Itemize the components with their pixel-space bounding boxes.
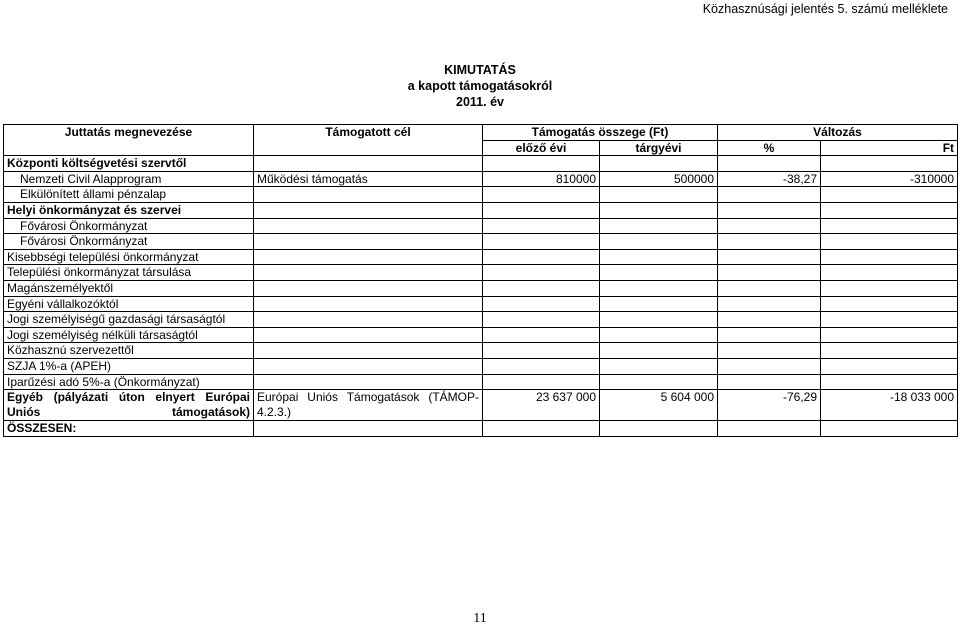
cell-cel	[254, 234, 483, 250]
support-table	[3, 124, 958, 437]
total-ft	[821, 421, 958, 437]
cell-name: Központi költségvetési szervtől	[4, 156, 254, 172]
cell-cur	[600, 280, 718, 296]
cell-name: Fővárosi Önkormányzat	[4, 234, 254, 250]
cell-ft	[821, 202, 958, 218]
title-line-1: KIMUTATÁS	[444, 63, 516, 77]
table-row	[4, 265, 958, 281]
cell-pct	[718, 249, 821, 265]
header-pct: %	[718, 140, 821, 156]
total-prev	[483, 421, 600, 437]
cell-name: Iparűzési adó 5%-a (Önkormányzat)	[4, 374, 254, 390]
cell-pct	[718, 202, 821, 218]
header-amount: Támogatás összege (Ft)	[483, 125, 718, 141]
cell-ft	[821, 280, 958, 296]
table-row	[4, 296, 958, 312]
cell-cur	[600, 218, 718, 234]
cell-cel	[254, 202, 483, 218]
table-row	[4, 280, 958, 296]
cell-cur	[600, 156, 718, 172]
eu-row-cur: 5 604 000	[600, 390, 718, 421]
report-title	[0, 62, 960, 110]
cell-name: Jogi személyiség nélküli társaságtól	[4, 327, 254, 343]
cell-ft	[821, 327, 958, 343]
title-line-3: 2011. év	[456, 95, 504, 109]
cell-cel	[254, 343, 483, 359]
cell-pct	[718, 218, 821, 234]
cell-pct	[718, 374, 821, 390]
cell-cur	[600, 202, 718, 218]
cell-name: Helyi önkormányzat és szervei	[4, 202, 254, 218]
eu-row-name: Egyéb (pályázati úton elnyert Európai Uniós támogatások)	[4, 390, 254, 421]
cell-cel	[254, 374, 483, 390]
eu-row-pct: -76,29	[718, 390, 821, 421]
cell-cur	[600, 312, 718, 328]
cell-prev	[483, 312, 600, 328]
cell-cel	[254, 265, 483, 281]
header-cur: tárgyévi	[600, 140, 718, 156]
header-prev: előző évi	[483, 140, 600, 156]
eu-row-prev: 23 637 000	[483, 390, 600, 421]
cell-cur	[600, 187, 718, 203]
cell-prev	[483, 187, 600, 203]
cell-name: Kisebbségi települési önkormányzat	[4, 249, 254, 265]
page-header-note: Közhasznúsági jelentés 5. számú melléklete	[702, 2, 948, 16]
cell-prev	[483, 374, 600, 390]
table-row	[4, 358, 958, 374]
total-pct	[718, 421, 821, 437]
cell-pct	[718, 327, 821, 343]
cell-ft	[821, 358, 958, 374]
cell-prev	[483, 265, 600, 281]
page-number: 11	[473, 611, 487, 626]
cell-prev	[483, 249, 600, 265]
cell-prev: 810000	[483, 171, 600, 187]
cell-pct	[718, 343, 821, 359]
cell-name: Települési önkormányzat társulása	[4, 265, 254, 281]
cell-prev	[483, 234, 600, 250]
total-label: ÖSSZESEN:	[4, 421, 254, 437]
table-row	[4, 343, 958, 359]
title-line-2: a kapott támogatásokról	[407, 79, 553, 93]
cell-name: Fővárosi Önkormányzat	[4, 218, 254, 234]
header-cel: Támogatott cél	[254, 125, 483, 156]
total-row	[4, 421, 958, 437]
cell-prev	[483, 156, 600, 172]
cell-cel	[254, 156, 483, 172]
cell-pct	[718, 280, 821, 296]
table-row	[4, 249, 958, 265]
total-cel	[254, 421, 483, 437]
cell-pct	[718, 296, 821, 312]
cell-ft	[821, 187, 958, 203]
cell-cel	[254, 312, 483, 328]
cell-prev	[483, 218, 600, 234]
cell-pct	[718, 358, 821, 374]
cell-ft	[821, 249, 958, 265]
header-row-1	[4, 125, 958, 141]
cell-ft	[821, 265, 958, 281]
cell-cel	[254, 187, 483, 203]
cell-name: Elkülönített állami pénzalap	[4, 187, 254, 203]
eu-row	[4, 390, 958, 421]
cell-prev	[483, 202, 600, 218]
cell-pct	[718, 156, 821, 172]
cell-cur	[600, 249, 718, 265]
cell-cel	[254, 327, 483, 343]
cell-ft	[821, 234, 958, 250]
cell-pct	[718, 265, 821, 281]
cell-cel	[254, 280, 483, 296]
cell-cur	[600, 234, 718, 250]
header-ft: Ft	[821, 140, 958, 156]
header-name: Juttatás megnevezése	[4, 125, 254, 156]
cell-ft	[821, 312, 958, 328]
eu-row-ft: -18 033 000	[821, 390, 958, 421]
cell-cur	[600, 343, 718, 359]
cell-pct	[718, 312, 821, 328]
cell-prev	[483, 296, 600, 312]
table-row	[4, 218, 958, 234]
cell-cel	[254, 358, 483, 374]
cell-name: Nemzeti Civil Alapprogram	[4, 171, 254, 187]
eu-row-cel: Európai Uniós Támogatások (TÁMOP-4.2.3.)	[254, 390, 483, 421]
cell-ft	[821, 374, 958, 390]
cell-ft	[821, 343, 958, 359]
cell-name: Magánszemélyektől	[4, 280, 254, 296]
cell-cur	[600, 327, 718, 343]
cell-pct	[718, 187, 821, 203]
header-change: Változás	[718, 125, 958, 141]
cell-cel	[254, 218, 483, 234]
cell-cel	[254, 296, 483, 312]
cell-ft: -310000	[821, 171, 958, 187]
cell-ft	[821, 218, 958, 234]
cell-name: Jogi személyiségű gazdasági társaságtól	[4, 312, 254, 328]
table-row	[4, 234, 958, 250]
cell-cur	[600, 296, 718, 312]
table-row	[4, 156, 958, 172]
cell-pct: -38,27	[718, 171, 821, 187]
table-row	[4, 374, 958, 390]
cell-cur	[600, 358, 718, 374]
cell-cel: Működési támogatás	[254, 171, 483, 187]
cell-cel	[254, 249, 483, 265]
table-row	[4, 327, 958, 343]
cell-cur	[600, 265, 718, 281]
cell-cur	[600, 374, 718, 390]
cell-ft	[821, 296, 958, 312]
table-row	[4, 187, 958, 203]
cell-ft	[821, 156, 958, 172]
cell-prev	[483, 343, 600, 359]
cell-pct	[718, 234, 821, 250]
table-body	[4, 156, 958, 437]
cell-cur: 500000	[600, 171, 718, 187]
table-row	[4, 202, 958, 218]
cell-name: Egyéni vállalkozóktól	[4, 296, 254, 312]
table-row	[4, 171, 958, 187]
total-cur	[600, 421, 718, 437]
cell-prev	[483, 280, 600, 296]
cell-prev	[483, 358, 600, 374]
table-row	[4, 312, 958, 328]
cell-name: SZJA 1%-a (APEH)	[4, 358, 254, 374]
cell-name: Közhasznú szervezettől	[4, 343, 254, 359]
cell-prev	[483, 327, 600, 343]
